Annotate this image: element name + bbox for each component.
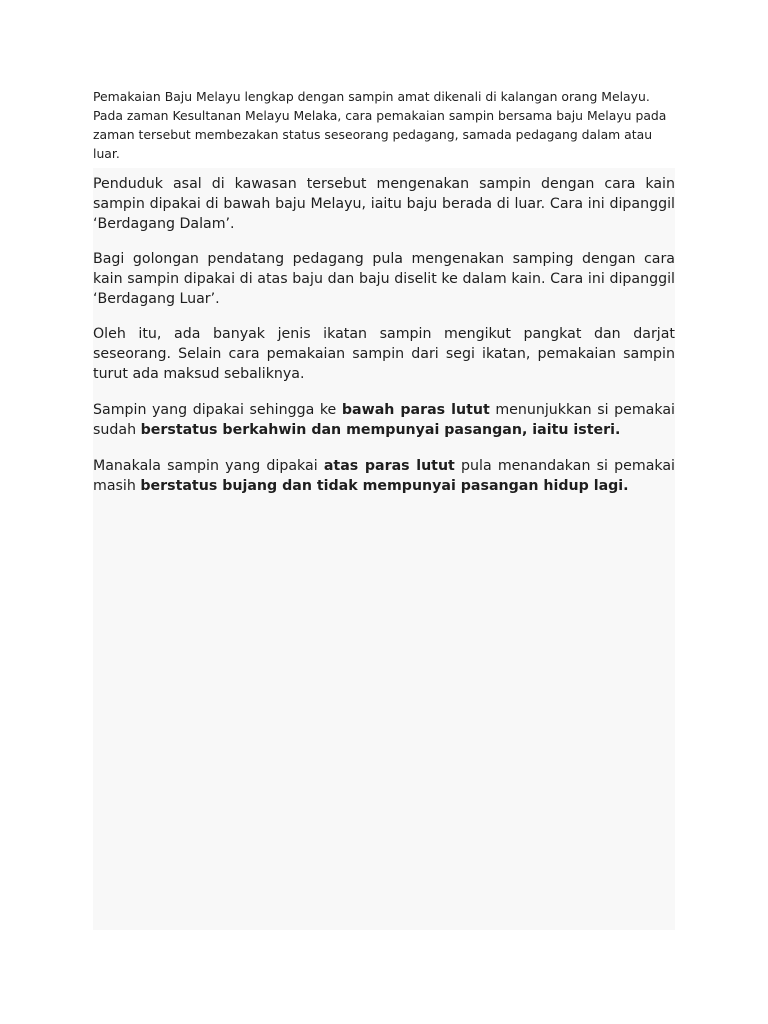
text-segment: Manakala sampin yang dipakai [93, 458, 324, 474]
bold-phrase: berstatus bujang dan tidak mempunyai pasangan hidup lagi. [140, 478, 629, 494]
bold-phrase: atas paras lutut [323, 458, 455, 474]
paragraph-atas-paras-lutut [93, 456, 675, 496]
intro-paragraph: Pemakaian Baju Melayu lengkap dengan sampin amat dikenali di kalangan orang Melayu. Pada zaman Kesultanan Melayu Melaka, cara pemakaian sampin bersama baju Melayu pada zaman tersebut membezakan status seseorang pedagang, samada pedagang dalam atau luar. [93, 89, 667, 161]
paragraph-bawah-paras-lutut [93, 400, 675, 440]
text-segment: pula menandakan si pemakai masih [93, 458, 675, 494]
paragraph-berdagang-dalam: Penduduk asal di kawasan tersebut mengenakan sampin dengan cara kain sampin dipakai di bawah baju Melayu, iaitu baju berada di luar. Cara ini dipanggil ‘Berdagang Dalam’. [93, 176, 675, 232]
text-segment: menunjukkan si pemakai sudah [93, 402, 675, 438]
text-segment: Sampin yang dipakai sehingga ke [93, 402, 342, 418]
paragraph-berdagang-luar: Bagi golongan pendatang pedagang pula mengenakan samping dengan cara kain sampin dipakai di atas baju dan baju diselit ke dalam kain. Cara ini dipanggil ‘Berdagang Luar’. [93, 251, 675, 307]
bold-phrase: bawah paras lutut [341, 402, 490, 418]
paragraph-jenis-ikatan: Oleh itu, ada banyak jenis ikatan sampin mengikut pangkat dan darjat seseorang. Selain cara pemakaian sampin dari segi ikatan, pemakaian sampin turut ada maksud sebaliknya. [93, 326, 675, 382]
bold-phrase: berstatus berkahwin dan mempunyai pasangan, iaitu isteri. [140, 422, 621, 438]
